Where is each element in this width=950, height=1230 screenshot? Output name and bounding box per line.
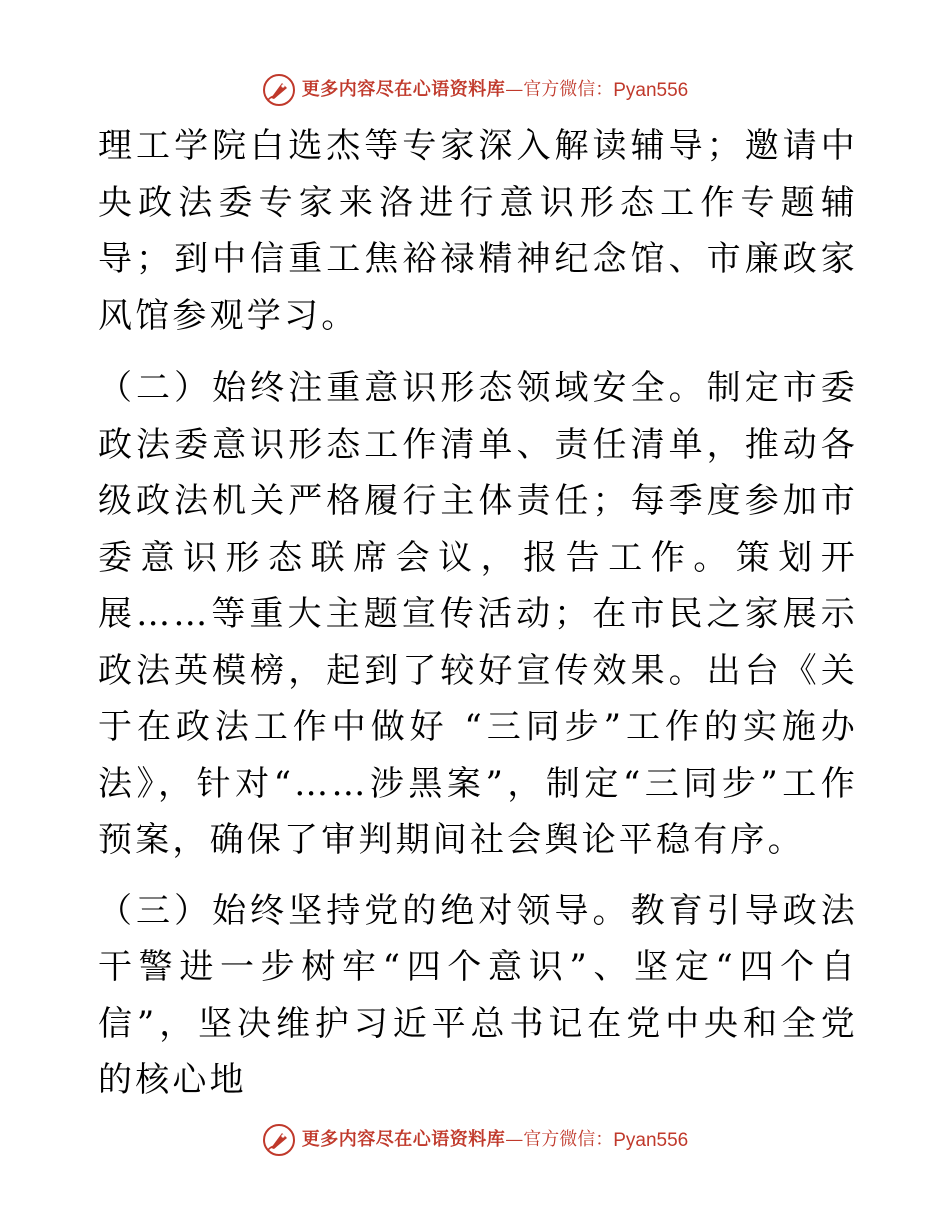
footer-banner [0,1120,950,1160]
header-slogan: 更多内容尽在心语资料库 [301,79,506,100]
header-banner-text [302,81,689,100]
footer-banner-text [302,1131,689,1150]
header-handle: Pyan556 [613,79,689,101]
pen-nib-logo-icon [262,1123,296,1157]
paragraph-1: 理工学院白选杰等专家深入解读辅导；邀请中央政法委专家来洛进行意识形态工作专题辅导；到中信重工焦裕禄精神纪念馆、市廉政家风馆参观学习。 [98,126,858,336]
footer-dash: — [505,1129,524,1150]
header-dash: — [505,79,524,100]
document-body [98,118,858,1109]
paragraph-3: （三）始终坚持党的绝对领导。教育引导政法干警进一步树牢“四个意识”、坚定“四个自信”，坚决维护习近平总书记在党中央和全党的核心地 [98,890,858,1100]
footer-slogan: 更多内容尽在心语资料库 [301,1129,506,1150]
header-wechat-label: 官方微信： [523,79,614,100]
pen-nib-logo-icon [262,73,296,107]
paragraph-2: （二）始终注重意识形态领域安全。制定市委政法委意识形态工作清单、责任清单，推动各级政法机关严格履行主体责任；每季度参加市委意识形态联席会议，报告工作。策划开展……等重大主题宣传活动；在市民之家展示政法英模榜，起到了较好宣传效果。出台《关于在政法工作中做好 “三同步”工作的实施办法》，针对“……涉黑案”，制定“三同步”工作预案，确保了审判期间社会舆论平稳有序。 [98,368,858,860]
footer-wechat-label: 官方微信： [523,1129,614,1150]
footer-handle: Pyan556 [613,1129,689,1151]
header-banner [0,70,950,110]
